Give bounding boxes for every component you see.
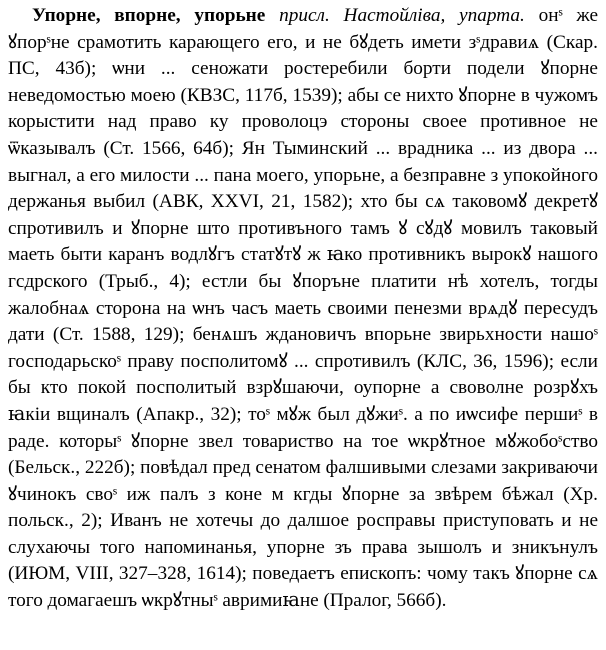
dictionary-entry <box>8 3 598 615</box>
entry-headword: Упорне, впорне, упорьне <box>32 5 266 26</box>
entry-gloss: Настойліва, упарта. <box>343 5 525 26</box>
entry-citations: онˢ же ꙋпорˢне срамотить карающего его, и не бꙋдеть имети зˢдравиѧ (Скар. ПС, 43б); ѡни ... сеножати ростеребили борти подели ꙋпорне неведомостью моею (КВЗС, 117б, 1539); абы се нихто ꙋпорне в чужомъ корыстити над право ку проволоцэ стороны своее противное не ѿказывалъ (Ст. 1566, 64б); Ян Тыминский ... врадника ... из двора ... выгнал, а его милости ... пана моего, упорьне, а безправне з упокойного держанья выбил (АВК, XXVI, 21, 1582); хто бы сѧ таковомꙋ декретꙋ спротивилъ и ꙋпорне што противъного тамъ ꙋ сꙋдꙋ мовилъ таковый маеть быти каранъ водлꙋгъ статꙋтꙋ ж ꙗко противникъ вырокꙋ нашого гсдрского (Трыб., 4); естли бы ꙋпоръне платити нѣ хотелъ, тогды жалобнаѧ сторона на ѡнъ часъ маеть своими пенезми врѧдꙋ пересудъ дати (Ст. 1588, 129); бенѧшъ ждановичъ впорьне звирьхности нашоˢ господарьскоˢ праву посполитомꙋ ... спротивилъ (КЛС, 36, 1596); если бы кто покой посполитый взрꙋшаючи, оупорне а своволне розрꙋхъ ꙗкіи вщиналъ (Апакр., 32); тоˢ мꙋж был дꙋжиˢ. а по иѡсифе першиˢ в раде. которыˢ ꙋпорне звел товариство на тое ѡкрꙋтное мꙋжобоˢство (Бельск., 222б); повѣдал пред сенатом фалшивыми слезами закриваючи ꙋчинокъ своˢ иж палъ з коне м кгды ꙋпорне за звѣрем бѣжал (Хр. польск., 2); Иванъ не хотечы до далшое росправы приступовать и не слухаючы того напоминанья, упорне зъ права зышолъ и зникънулъ (ИЮМ, VIII, 327–328, 1614); поведаетъ епископъ: чому такъ ꙋпорне сѧ того домагаешъ ѡкрꙋтныˢ авримиꙗне (Пралог, 566б). <box>8 5 599 612</box>
part-of-speech: присл. <box>279 5 330 26</box>
